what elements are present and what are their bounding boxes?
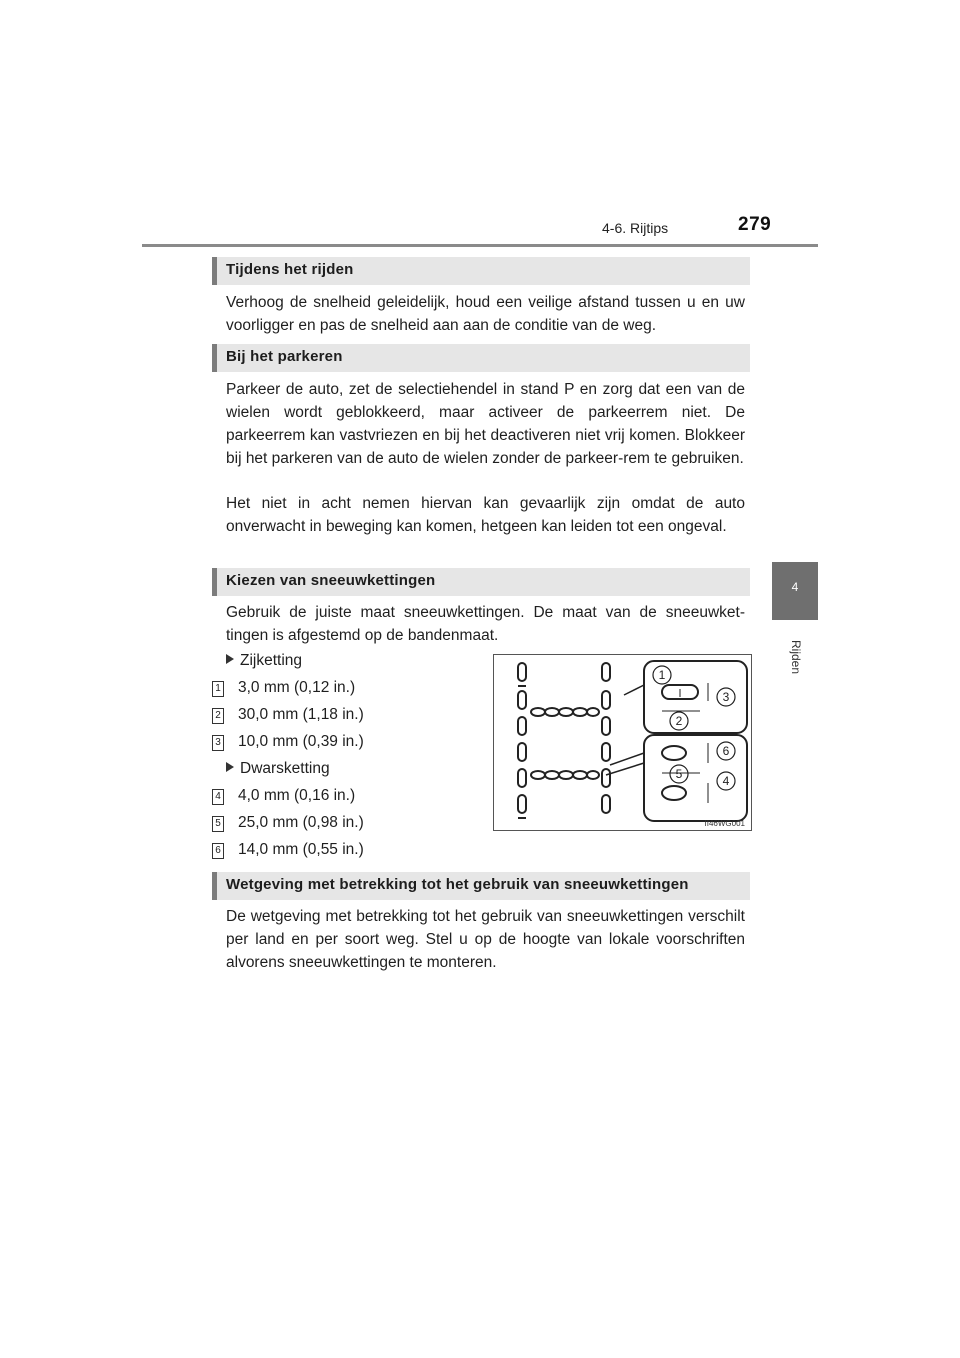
illustration-code: II46WG001 <box>704 819 745 828</box>
callout-label: 2 <box>675 714 683 728</box>
section-heading-text: Tijdens het rijden <box>226 261 354 278</box>
section-heading-driving <box>212 257 750 285</box>
callout-label: 5 <box>675 767 683 781</box>
chain-link <box>587 771 599 779</box>
heading-bar <box>212 344 217 372</box>
chain-link <box>587 708 599 716</box>
paragraph: Parkeer de auto, zet de selectiehendel in stand P en zorg dat een van de wielen wordt geblokkeerd, maar activeer de parkeerrem niet. De parkeerrem kan vastvriezen en bij het deactiveren niet vrij komen. Blokkeer bij het parkeren van de auto de wielen zonder de parkeer-rem te gebruiken. <box>226 381 745 467</box>
measurement-item <box>212 814 364 832</box>
heading-bar <box>212 257 217 285</box>
arrow-icon <box>226 654 234 664</box>
leader-line <box>610 753 644 765</box>
item-value: 3,0 mm (0,12 in.) <box>238 679 356 696</box>
subheading-cross-chain <box>226 760 330 778</box>
paragraph: Verhoog de snelheid geleidelijk, houd een veilige afstand tussen u en uw voorligger en pas de snelheid aan aan de conditie van de weg. <box>226 294 745 334</box>
detail-box-cross-chain <box>644 735 747 821</box>
chain-link <box>531 708 545 716</box>
chain-link <box>573 708 587 716</box>
item-value: 10,0 mm (0,39 in.) <box>238 733 364 750</box>
chapter-tab <box>772 562 818 620</box>
section-title: 4-6. Rijtips <box>602 220 669 236</box>
section-heading-text: Wetgeving met betrekking tot het gebruik van sneeuwkettingen <box>226 876 689 893</box>
chain-link <box>573 771 587 779</box>
item-value: 14,0 mm (0,55 in.) <box>238 841 364 858</box>
chain-link <box>559 771 573 779</box>
item-number: 4 <box>212 789 224 805</box>
chapter-label: Rijden <box>789 639 803 675</box>
chain-link <box>518 691 526 709</box>
item-number: 5 <box>212 816 224 832</box>
chain-link <box>518 743 526 761</box>
section-heading-text: Kiezen van sneeuwkettingen <box>226 572 436 589</box>
chain-link <box>602 691 610 709</box>
chain-link <box>559 708 573 716</box>
chain-link <box>602 795 610 813</box>
section-heading-parking <box>212 344 750 372</box>
item-number: 1 <box>212 681 224 697</box>
item-number: 6 <box>212 843 224 859</box>
hook-detail <box>662 786 686 800</box>
chain-link <box>518 663 526 681</box>
chain-link <box>602 663 610 681</box>
hook-detail <box>662 746 686 760</box>
measurement-item <box>212 733 364 751</box>
chain-link <box>602 717 610 735</box>
measurement-item <box>212 841 364 859</box>
item-number: 2 <box>212 708 224 724</box>
section-heading-text: Bij het parkeren <box>226 348 343 365</box>
page-number: 279 <box>738 214 772 235</box>
paragraph: Gebruik de juiste maat sneeuwkettingen. De maat van de sneeuwket-tingen is afgestemd op de bandenmaat. <box>226 604 745 644</box>
paragraph: De wetgeving met betrekking tot het gebruik van sneeuwkettingen verschilt per land en per soort weg. Stel u op de hoogte van lokale voorschriften alvorens sneeuwkettingen te monteren. <box>226 908 745 971</box>
chain-link <box>518 769 526 787</box>
arrow-icon <box>226 762 234 772</box>
item-number: 3 <box>212 735 224 751</box>
heading-bar <box>212 872 217 900</box>
chain-link <box>602 743 610 761</box>
item-value: 4,0 mm (0,16 in.) <box>238 787 356 804</box>
measurement-item <box>212 679 355 697</box>
chain-link <box>531 771 545 779</box>
header-divider <box>142 244 818 247</box>
callout-label: 3 <box>722 690 730 704</box>
paragraph: Het niet in acht nemen hiervan kan gevaarlijk zijn omdat de auto onverwacht in beweging kan komen, hetgeen kan leiden tot een ongeval. <box>226 495 745 535</box>
section-heading-legislation <box>212 872 750 900</box>
callout-label: 4 <box>722 774 730 788</box>
snow-chain-drawing <box>494 655 751 830</box>
chain-link <box>545 708 559 716</box>
callout-label: 6 <box>722 744 730 758</box>
leader-line <box>624 685 644 695</box>
subheading-text: Dwarsketting <box>240 760 330 777</box>
chain-link <box>518 717 526 735</box>
callout-label: 1 <box>658 668 666 682</box>
measurement-item <box>212 706 364 724</box>
item-value: 25,0 mm (0,98 in.) <box>238 814 364 831</box>
item-value: 30,0 mm (1,18 in.) <box>238 706 364 723</box>
subheading-side-chain <box>226 652 302 670</box>
subheading-text: Zijketting <box>240 652 303 669</box>
chain-link <box>602 769 610 787</box>
chapter-number: 4 <box>791 580 799 594</box>
section-heading-snow-chains <box>212 568 750 596</box>
chapter-label-box <box>784 630 808 690</box>
chain-link <box>545 771 559 779</box>
snow-chain-illustration <box>493 654 752 831</box>
chain-link <box>518 795 526 813</box>
measurement-item <box>212 787 355 805</box>
heading-bar <box>212 568 217 596</box>
